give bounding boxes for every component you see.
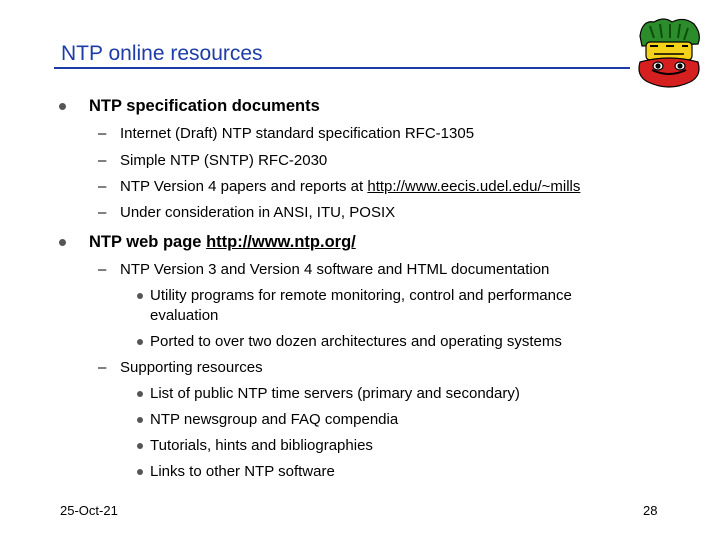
web-subitem-ported: Ported to over two dozen architectures and operating systems bbox=[150, 333, 562, 350]
web-subitem-servers: List of public NTP time servers (primary and secondary) bbox=[150, 385, 520, 402]
web-subitem-utility-cont: evaluation bbox=[150, 307, 219, 324]
dash-marker: – bbox=[98, 125, 107, 142]
mills-link[interactable]: http://www.eecis.udel.edu/~mills bbox=[367, 178, 581, 195]
web-item-software: NTP Version 3 and Version 4 software and HTML documentation bbox=[120, 261, 550, 278]
web-subitem-utility: Utility programs for remote monitoring, control and performance bbox=[150, 287, 572, 304]
bullet-icon bbox=[137, 391, 143, 397]
dash-marker: – bbox=[98, 152, 107, 169]
title-underline bbox=[54, 67, 630, 69]
bullet-icon bbox=[59, 103, 66, 110]
bullet-icon bbox=[137, 293, 143, 299]
web-item-supporting: Supporting resources bbox=[120, 359, 263, 376]
web-heading-text: NTP web page bbox=[89, 233, 207, 251]
bullet-icon bbox=[137, 339, 143, 345]
ntp-logo-icon bbox=[636, 14, 702, 92]
ntp-org-link[interactable]: http://www.ntp.org/ bbox=[206, 233, 356, 251]
spec-item-papers-text: NTP Version 4 papers and reports at bbox=[120, 178, 368, 195]
page-number: 28 bbox=[643, 503, 658, 518]
dash-marker: – bbox=[98, 359, 107, 376]
spec-item-rfc2030: Simple NTP (SNTP) RFC-2030 bbox=[120, 152, 328, 169]
spec-heading: NTP specification documents bbox=[89, 97, 320, 115]
bullet-icon bbox=[137, 469, 143, 475]
spec-item-rfc1305: Internet (Draft) NTP standard specification RFC-1305 bbox=[120, 125, 475, 142]
slide-date: 25-Oct-21 bbox=[60, 503, 118, 518]
bullet-icon bbox=[59, 239, 66, 246]
bullet-icon bbox=[137, 443, 143, 449]
slide-title: NTP online resources bbox=[61, 42, 263, 65]
web-subitem-tutorials: Tutorials, hints and bibliographies bbox=[150, 437, 373, 454]
dash-marker: – bbox=[98, 178, 107, 195]
web-heading bbox=[89, 233, 356, 252]
web-subitem-links: Links to other NTP software bbox=[150, 463, 335, 480]
spec-item-standards: Under consideration in ANSI, ITU, POSIX bbox=[120, 204, 396, 221]
dash-marker: – bbox=[98, 204, 107, 221]
web-subitem-newsgroup: NTP newsgroup and FAQ compendia bbox=[150, 411, 399, 428]
dash-marker: – bbox=[98, 261, 107, 278]
bullet-icon bbox=[137, 417, 143, 423]
spec-item-papers bbox=[120, 178, 580, 195]
